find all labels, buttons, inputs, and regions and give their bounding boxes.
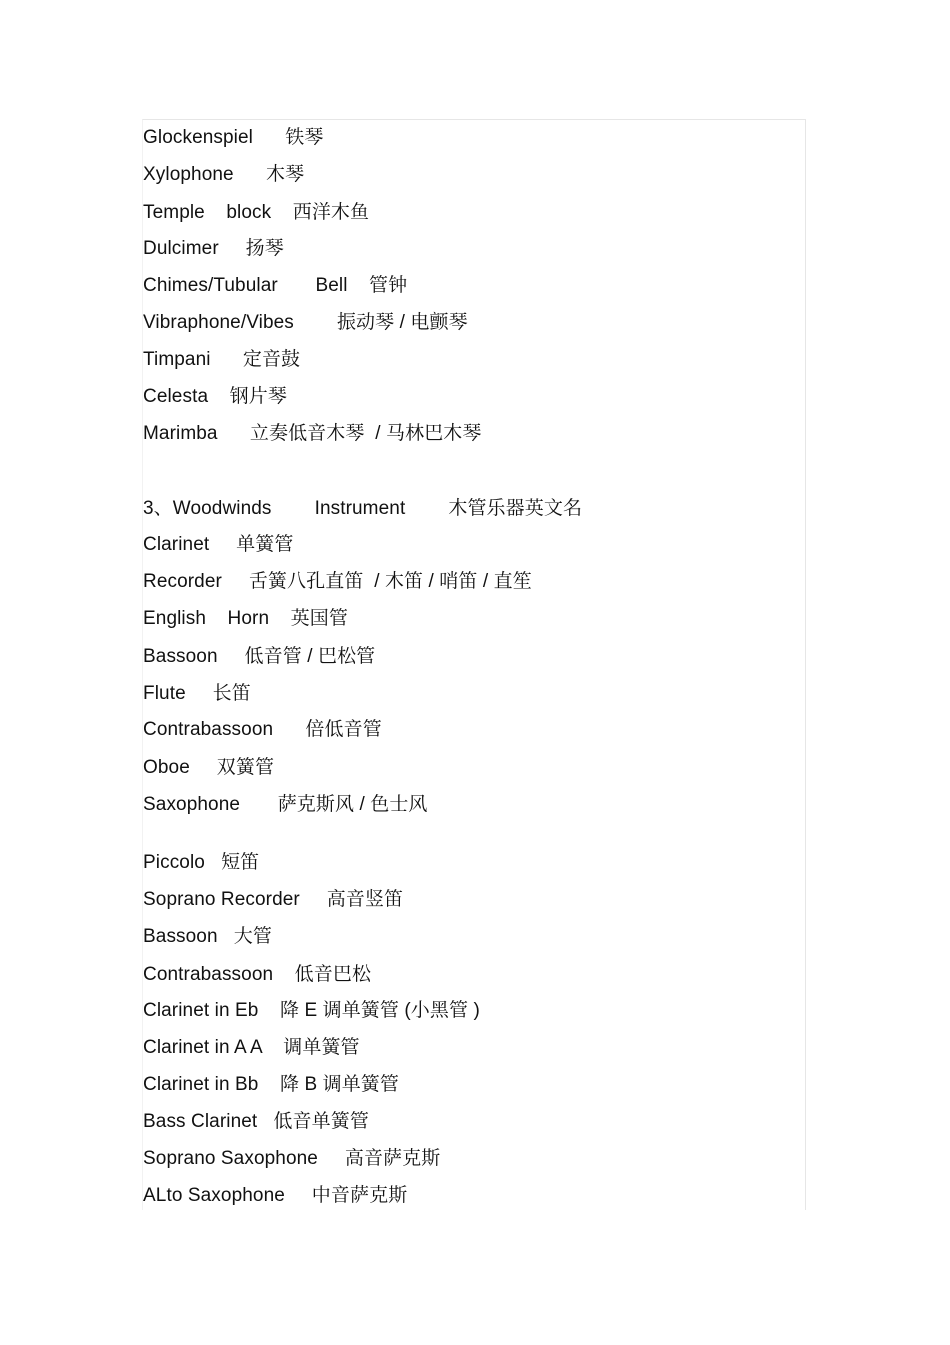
list-item: Marimba 立奏低音木琴 / 马林巴木琴 <box>143 423 482 444</box>
list-item: Soprano Recorder 高音竖笛 <box>143 889 404 910</box>
list-item: Clarinet 单簧管 <box>143 534 294 555</box>
list-item: Bass Clarinet 低音单簧管 <box>143 1111 369 1132</box>
list-item: Clarinet in Eb 降 E 调单簧管 (小黑管 ) <box>143 1000 480 1021</box>
list-item: Glockenspiel 铁琴 <box>143 127 324 148</box>
list-item: Chimes/Tubular Bell 管钟 <box>143 275 408 296</box>
list-item: Soprano Saxophone 高音萨克斯 <box>143 1148 441 1169</box>
list-item: Recorder 舌簧八孔直笛 / 木笛 / 哨笛 / 直笙 <box>143 571 532 592</box>
list-item: Flute 长笛 <box>143 683 251 704</box>
list-item: Celesta 钢片琴 <box>143 386 287 407</box>
list-item: Timpani 定音鼓 <box>143 349 301 370</box>
list-item: Bassoon 低音管 / 巴松管 <box>143 646 376 667</box>
list-item: Clarinet in A A 调单簧管 <box>143 1037 360 1058</box>
list-item: Piccolo 短笛 <box>143 852 260 873</box>
list-item: Vibraphone/Vibes 振动琴 / 电颤琴 <box>143 312 468 333</box>
list-item: Bassoon 大管 <box>143 926 272 947</box>
list-item: Xylophone 木琴 <box>143 164 305 185</box>
list-item: Temple block 西洋木鱼 <box>143 202 370 223</box>
list-item: Oboe 双簧管 <box>143 757 275 778</box>
list-item: Saxophone 萨克斯风 / 色士风 <box>143 794 428 815</box>
list-item: Contrabassoon 低音巴松 <box>143 964 372 985</box>
list-item: ALto Saxophone 中音萨克斯 <box>143 1185 408 1206</box>
list-item: Contrabassoon 倍低音管 <box>143 719 382 740</box>
list-item: Dulcimer 扬琴 <box>143 238 284 259</box>
list-item: English Horn 英国管 <box>143 608 348 629</box>
section-heading: 3、Woodwinds Instrument 木管乐器英文名 <box>143 498 583 519</box>
list-item: Clarinet in Bb 降 B 调单簧管 <box>143 1074 400 1095</box>
